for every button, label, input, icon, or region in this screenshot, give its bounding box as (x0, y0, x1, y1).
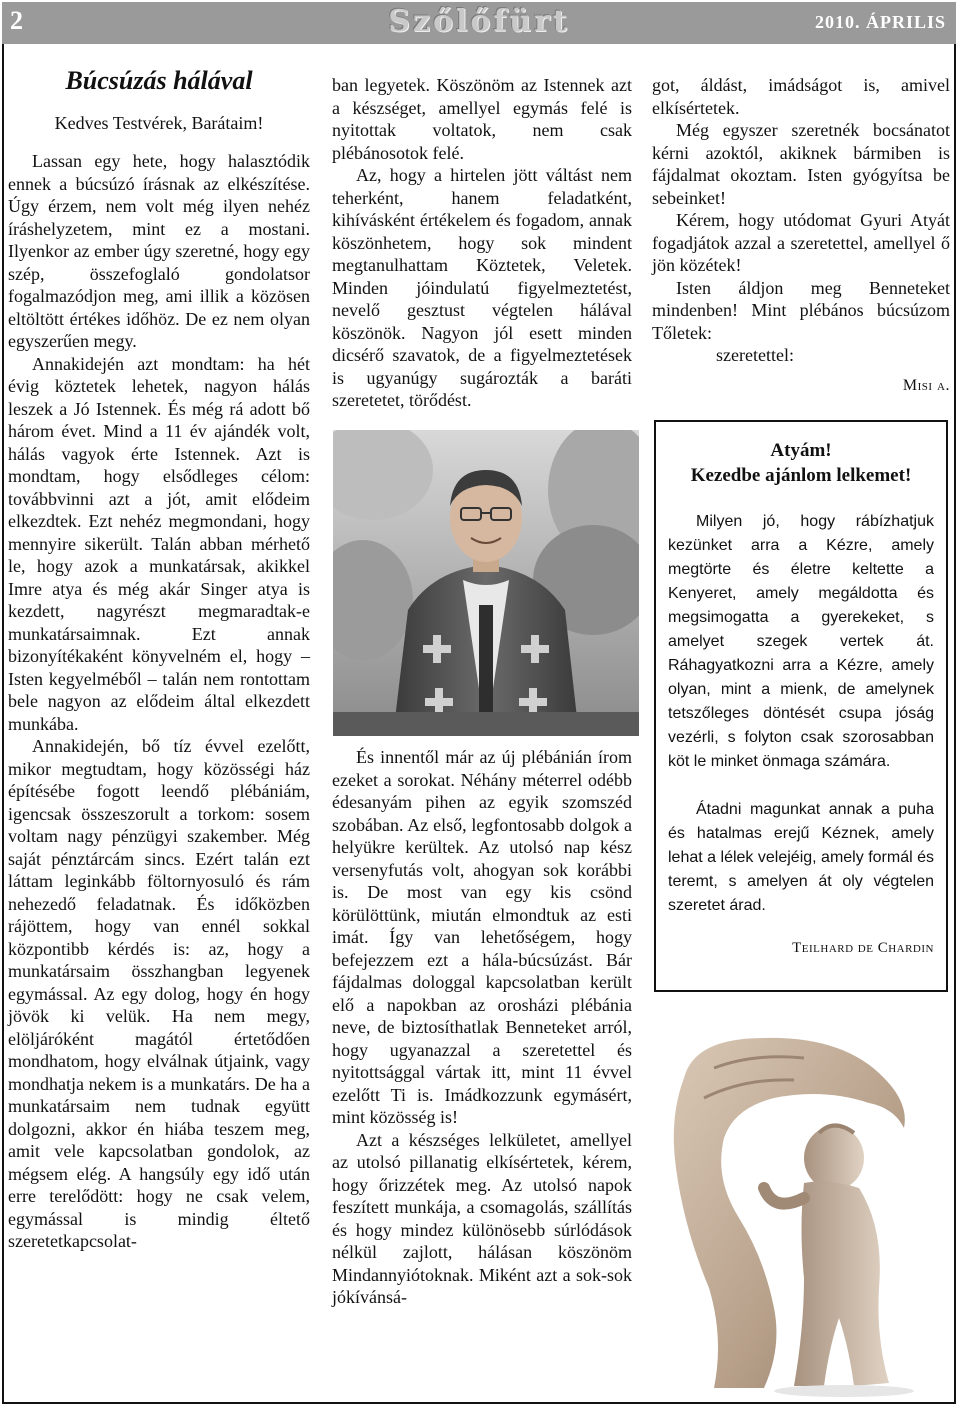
article-paragraph: És innentől már az új plébánián írom ezeket a sorokat. Néhány méterrel odébb édesanyám pihen az egyik szomszéd szobában. Az első, legfontosabb dolgok a helyükre kerültek. Az utolsó nap kész versenyfutás volt, ahogyan sok korábbi is. De most van egy kis csönd körülöttünk, miután elmondtuk az esti imát. Így van lehetőségem, hogy befejezzem ezt a hála-búcsúzást. Bár fájdalmas dologgal kapcsolatban került elő a napokban az orosházi plébánia neve, de biztosíthatlak Benneteket arról, hogy ugyanazzal a szeretettel és nyitottsággal vártak itt, mint 11 évvel ezelőtt Ti is. Imádkozzunk egymásért, mint közösség is! (332, 747, 632, 1127)
article-paragraph: Lassan egy hete, hogy halasztódik ennek a búcsúzó írásnak az elkészítése. Úgy érzem, nem volt még ilyen nehéz íráshelyzetem, mint ez a mostani. Ilyenkor az ember úgy szeretné, hogy egy szép, összefoglaló gondolatsor fogalmazódjon meg, ami illik a közösen eltöltött értékes időhöz. De ez nem olyan egyszerűen megy. (8, 151, 310, 351)
article-paragraph: got, áldást, imádságot is, amivel elkísértetek. (652, 75, 950, 118)
article-column-2-continued (332, 746, 632, 1309)
issue-date: 2010. ÁPRILIS (814, 12, 946, 32)
article-greeting: Kedves Testvérek, Barátaim! (54, 113, 264, 133)
article-column-2 (332, 74, 632, 412)
hand-sculpture-image (654, 1008, 952, 1398)
prayer-body (668, 510, 934, 942)
article-paragraph: Azt a készséges lelkületet, amellyel az utolsó pillanatig elkísértetek, kérem, hogy őrizzétek meg. Az utolsó napok feszített munkája, a csomagolás, szállítás és hogy mindez különösebb súrlódások nélkül zajlott, hálásan köszönöm Mindannyiótoknak. Miként azt a sok-sok jókívánsá- (332, 1129, 632, 1307)
article-paragraph: ban legyetek. Köszönöm az Istennek azt a készséget, amellyel egymás felé is nyitottak voltatok, nem csak plébánosotok felé. (332, 75, 632, 163)
prayer-paragraph: Milyen jó, hogy rábízhatjuk kezünket arra a Kézre, amely megtörte és életre keltette a Kenyeret, amely megáldotta és megsimogatta a gyerekeket, s amelyet szegek vertek át. Ráhagyatkozni arra a Kézre, amely olyan, mint a mienk, de amelynek tetszőleges döntését csupa jóság vezérli, s folyton csak szorosabban köt le minket önmaga számára. (668, 513, 934, 770)
priest-photo (333, 430, 639, 736)
article-paragraph: Isten áldjon meg Benneteket mindenben! Mint plébános búcsúzom Tőletek: (652, 277, 950, 343)
frame-bottom-rule (2, 1402, 956, 1404)
article-column-1 (8, 62, 310, 1253)
signature-block (652, 344, 950, 397)
prayer-title-line-2: Kezedbe ajánlom lelkemet! (690, 465, 912, 486)
prayer-title-line-1: Atyám! (770, 440, 832, 461)
hand-sculpture-photo (654, 1008, 952, 1398)
masthead-title: Szőlőfürt (388, 4, 570, 39)
frame-right-rule (954, 44, 956, 1404)
prayer-title (656, 438, 946, 488)
prayer-paragraph: Átadni magunkat annak a puha és hatalmas erejű Kéznek, amely lehat a lélek velejéig, amely formál és teremt, s amelyen át oly végtelen szeretet árad. (668, 801, 934, 914)
priest-photo-image (333, 430, 639, 736)
prayer-author: Teilhard de Chardin (792, 940, 934, 956)
page-number: 2 (10, 6, 23, 35)
signature-name: Misi a. (902, 376, 950, 394)
article-paragraph: Annakidején, bő tíz évvel ezelőtt, mikor megtudtam, hogy közösségi ház építésébe fogott leendő plébániám, igencsak összeszorult a torkom: sosem voltam nagy pénzügyi szakember. Még saját pénztárcám sincs. Ezért talán ezt láttam leginkább föltornyosuló és rám nehezedő feladatnak. És időközben rájöttem, hogy van ennél sokkal központibb kérdés is: az, hogy a munkatársaim összhangban legyenek egymással. Az egy dolog, hogy én hogy jövök ki velük. Ha nem megy, elöljáróként magától értetődően mondhatom, hogy elválnak útjaink, vagy mondhatja nekem is a munkatárs. De ha a munkatársaim nem tudnak együtt dolgozni, akkor én hiába teszem meg, amit vele kapcsolatban gondolok, az mégsem elég. A hangsúly egy idő után erre terelődött: hogy ne csak velem, egymással is mindig éltető szeretetkapcsolat- (8, 736, 310, 1251)
closing-line: szeretettel: (716, 345, 794, 365)
frame-left-rule (2, 44, 4, 1404)
article-paragraph: Annakidején azt mondtam: ha hét évig köztetek lehetek, nagyon hálás leszek a Jó Istennek. És még rá adott bő három évet. Mind a 11 év ajándék volt, hálás vagyok érte Istennek. Azt is mondtam, hogy elsődleges célom: továbbvinni azt a jót, amit elődeim elkezdtek. Ezt nehéz megmondani, hogy mennyire sikerült. Talán abban mérhető le, hogy azok a munkatársak, akikkel Imre atya és még akár Singer atya is kezdett, nagyrészt megmaradtak-e munkatársaimnak. Ezt annak bizonyítékaként könyvelném el, hogy – Isten kegyelméből – talán nem rontottam bele nagyon az elődeim által elkezdett munkába. (8, 353, 310, 734)
article-paragraph: Még egyszer szeretnék bocsánatot kérni azoktól, akiknek bármiben is fájdalmat okoztam. Isten gyógyítsa be sebeinket! (652, 120, 950, 208)
article-paragraph: Az, hogy a hirtelen jött váltást nem teherként, hanem feladatként, kihívásként értékelem és fogadom, annak köszönhetem, hogy sok mindent megtanulhattam Köztetek, Veletek. Minden jóindulatú figyelmeztetést, nevelő gesztust végtelen hálával köszönök. Nagyon jól esett minden dicsérő szavatok, de a figyelmeztetések is ugyanúgy sugározták a baráti szeretetet, törődést. (332, 165, 632, 410)
page-header (2, 2, 956, 44)
article-paragraph: Kérem, hogy utódomat Gyuri Atyát fogadjátok azzal a szeretettel, amellyel ő jön közétek! (652, 210, 950, 275)
article-column-3 (652, 74, 950, 397)
prayer-box (654, 420, 948, 992)
article-title: Búcsúzás hálával (65, 66, 253, 95)
